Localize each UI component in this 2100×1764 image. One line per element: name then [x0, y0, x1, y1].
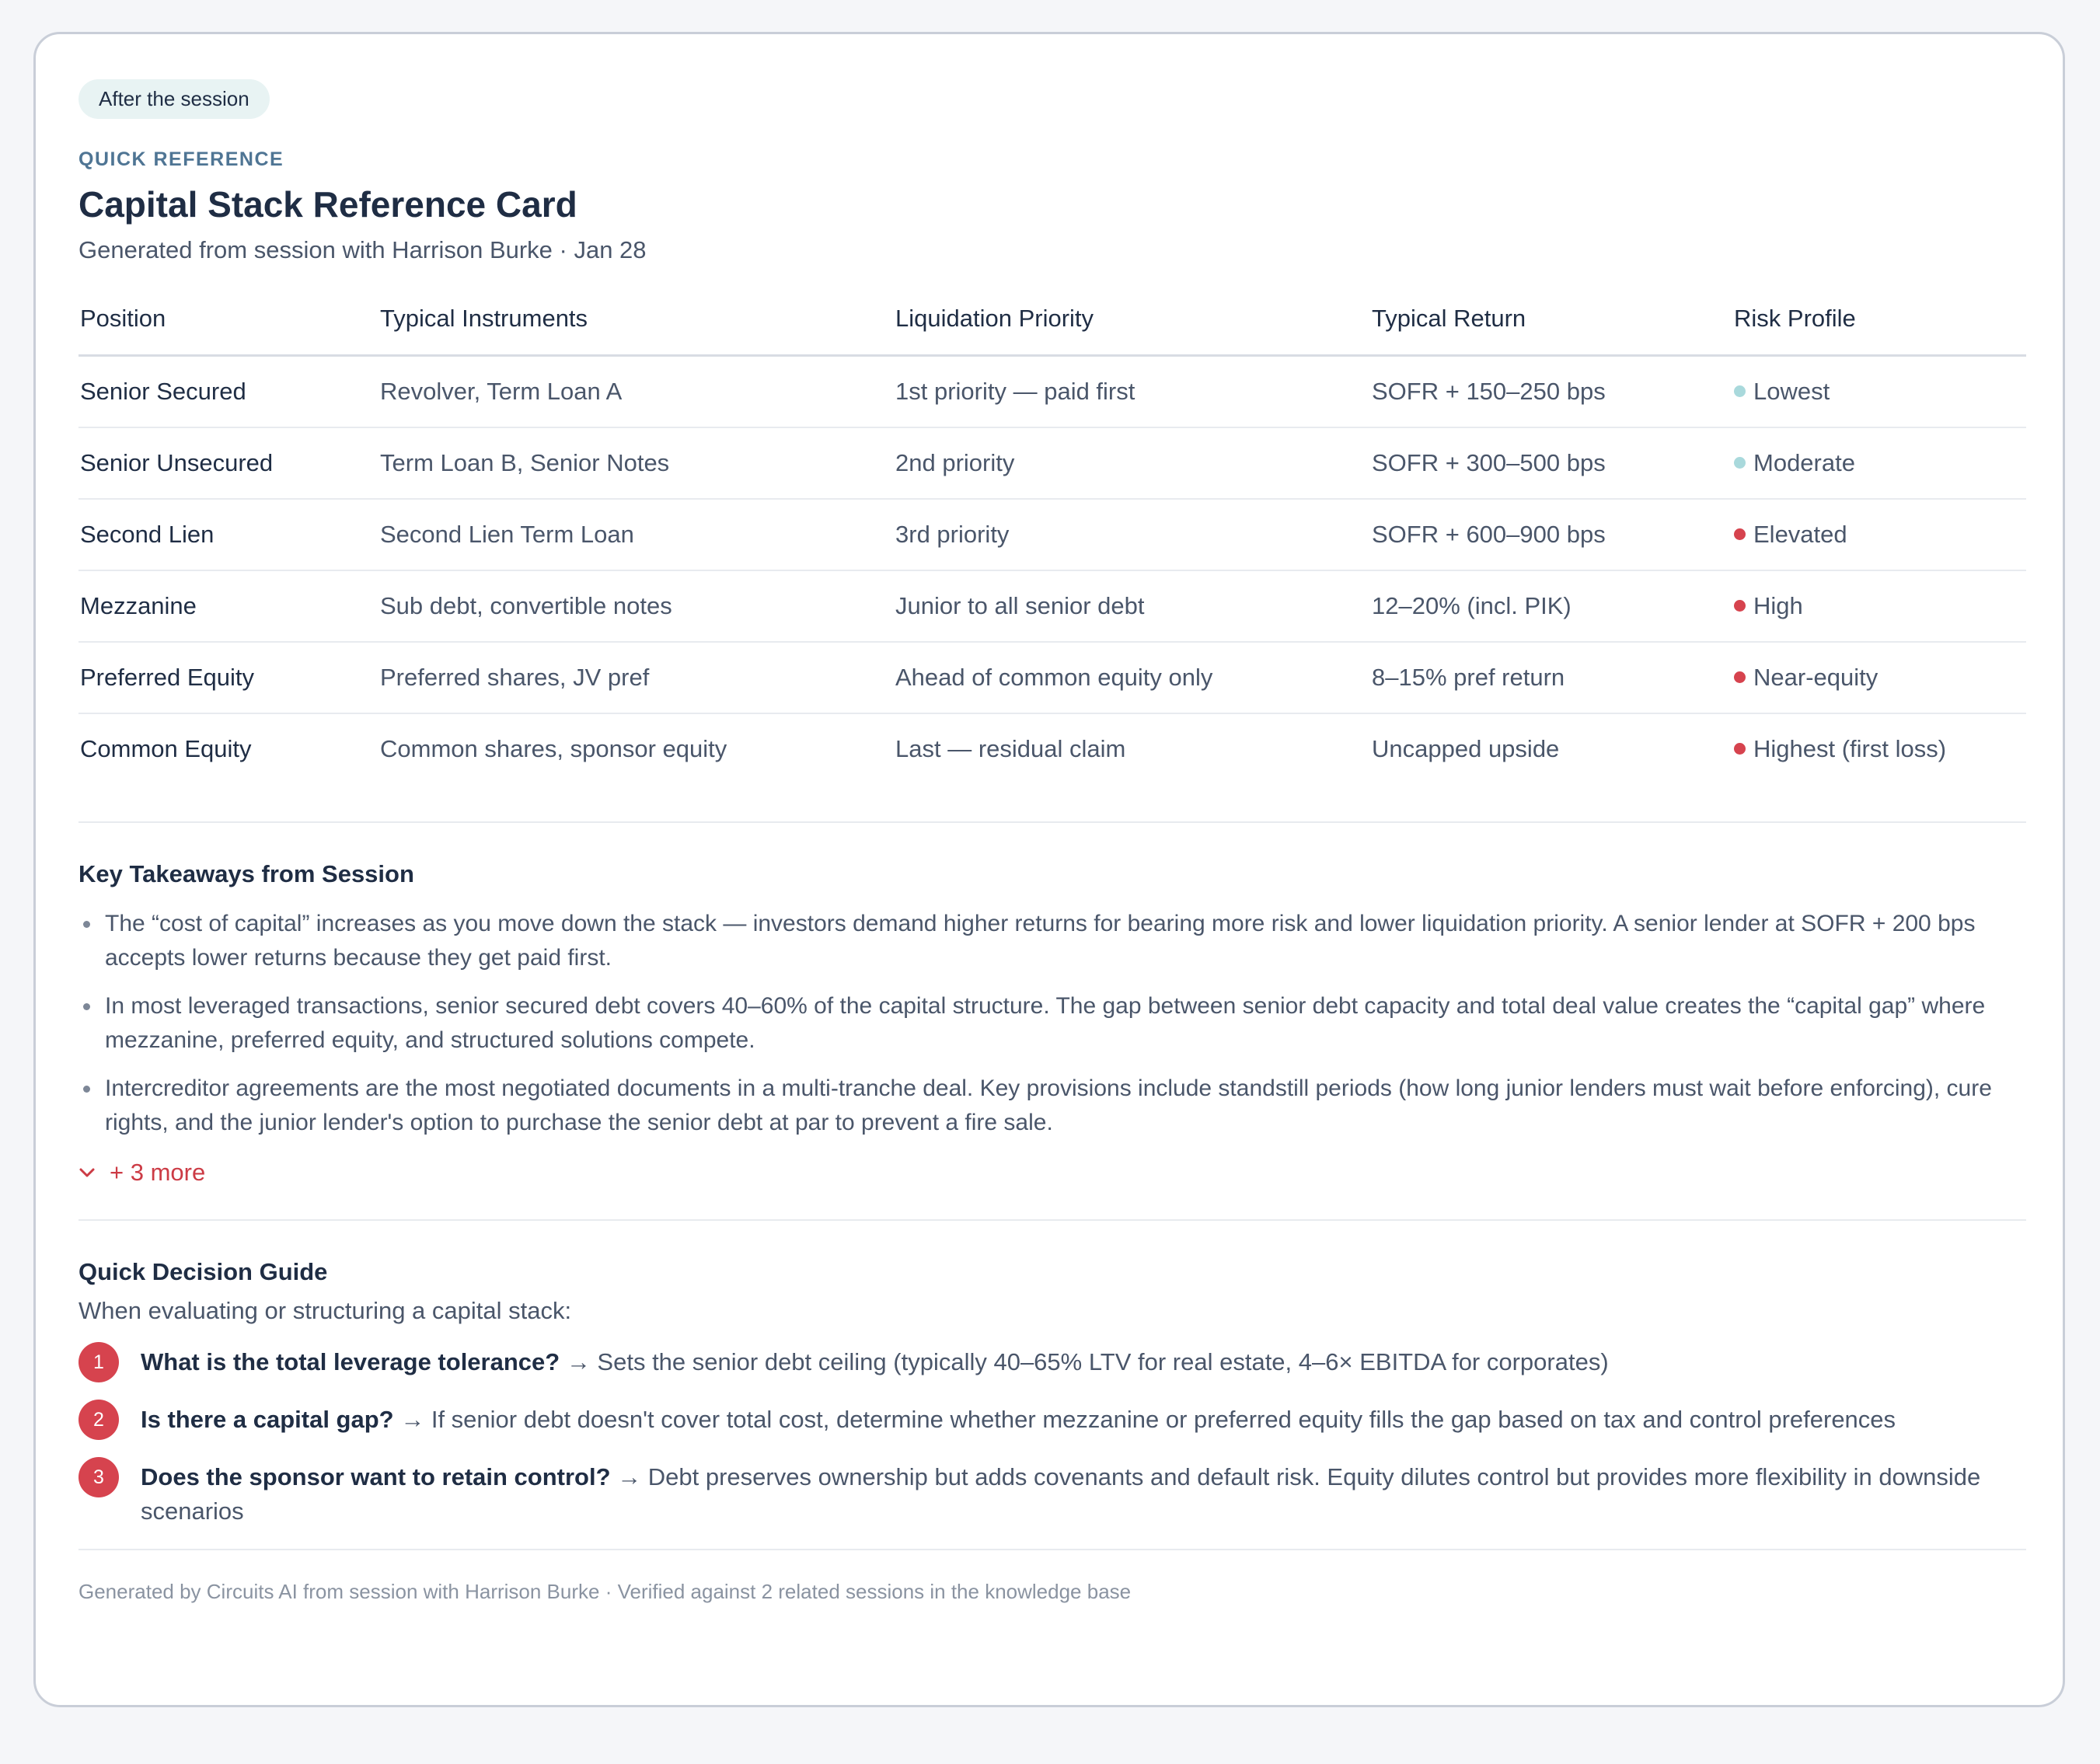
- risk-dot-icon: [1734, 457, 1746, 469]
- reference-card: [33, 32, 2065, 1707]
- takeaways-list: [78, 907, 2026, 1140]
- cell-priority: Ahead of common equity only: [894, 642, 1370, 713]
- cell-position: Preferred Equity: [78, 642, 378, 713]
- risk-label: High: [1753, 592, 1803, 619]
- session-badge: After the session: [78, 79, 270, 119]
- col-header-risk: Risk Profile: [1732, 305, 2026, 356]
- page-title: Capital Stack Reference Card: [78, 184, 577, 225]
- guide-title: Quick Decision Guide: [78, 1258, 328, 1285]
- table-row: [78, 427, 2026, 499]
- cell-position: Mezzanine: [78, 570, 378, 642]
- risk-label: Elevated: [1753, 521, 1847, 548]
- cell-risk: [1732, 427, 2026, 499]
- section-divider: [78, 1219, 2026, 1221]
- risk-label: Lowest: [1753, 378, 1830, 405]
- takeaways-section: [78, 860, 2026, 1187]
- risk-dot-icon: [1734, 600, 1746, 612]
- show-more-label: + 3 more: [110, 1159, 206, 1186]
- step-number-badge: 3: [78, 1457, 119, 1497]
- section-divider: [78, 821, 2026, 823]
- takeaway-text: The “cost of capital” increases as you move down the stack — investors demand higher returns for bearing more risk and lower liquidation priority. A senior lender at SOFR + 200 bps accepts lower returns because they get paid first.: [105, 911, 1976, 971]
- guide-intro: When evaluating or structuring a capital stack:: [78, 1297, 572, 1324]
- step-number-badge: 2: [78, 1400, 119, 1440]
- risk-dot-icon: [1734, 385, 1746, 397]
- risk-label: Near-equity: [1753, 664, 1878, 691]
- step-question: Is there a capital gap?: [141, 1406, 394, 1433]
- cell-risk: [1732, 570, 2026, 642]
- table-header-row: [78, 305, 2026, 356]
- list-item: [78, 989, 2026, 1058]
- col-header-instruments: Typical Instruments: [378, 305, 894, 356]
- cell-position: Senior Unsecured: [78, 427, 378, 499]
- cell-instruments: Common shares, sponsor equity: [380, 735, 727, 762]
- cell-instruments: Second Lien Term Loan: [378, 499, 894, 570]
- risk-dot-icon: [1734, 743, 1746, 755]
- step-number-badge: 1: [78, 1342, 119, 1382]
- bullet-icon: [83, 921, 90, 928]
- col-header-priority: Liquidation Priority: [894, 305, 1370, 356]
- section-divider: [78, 1549, 2026, 1550]
- cell-position: Senior Secured: [78, 356, 378, 428]
- step-answer: → Sets the senior debt ceiling (typically 40–65% LTV for real estate, 4–6× EBITDA for corporates): [560, 1348, 1609, 1375]
- cell-return: 8–15% pref return: [1370, 642, 1732, 713]
- cell-priority: 3rd priority: [894, 499, 1370, 570]
- cell-priority: Last — residual claim: [895, 735, 1126, 762]
- cell-position: Common Equity: [80, 735, 252, 762]
- step-answer: → If senior debt doesn't cover total cost, determine whether mezzanine or preferred equity fills the gap based on tax and control preferences: [393, 1406, 1896, 1433]
- cell-instruments: Revolver, Term Loan A: [378, 356, 894, 428]
- cell-risk: [1732, 713, 2026, 784]
- cell-return: 12–20% (incl. PIK): [1370, 570, 1732, 642]
- cell-instruments: Preferred shares, JV pref: [378, 642, 894, 713]
- col-header-return: Typical Return: [1370, 305, 1732, 356]
- cell-position: Second Lien: [78, 499, 378, 570]
- cell-risk: [1732, 356, 2026, 428]
- takeaway-text: Intercreditor agreements are the most negotiated documents in a multi-tranche deal. Key provisions include standstill periods (how long junior lenders must wait before enforcing), cure rights, and the junior lender's option to purchase the senior debt at par to prevent a fire sale.: [105, 1075, 1992, 1135]
- cell-instruments: Sub debt, convertible notes: [378, 570, 894, 642]
- takeaways-title: Key Takeaways from Session: [78, 860, 414, 887]
- risk-label: Highest (first loss): [1753, 735, 1947, 762]
- cell-instruments: Term Loan B, Senior Notes: [378, 427, 894, 499]
- table-row: [78, 499, 2026, 570]
- show-more-button[interactable]: [78, 1159, 205, 1187]
- cell-priority: Junior to all senior debt: [894, 570, 1370, 642]
- cell-risk: [1732, 499, 2026, 570]
- eyebrow-label: QUICK REFERENCE: [78, 148, 284, 170]
- table-row: [78, 642, 2026, 713]
- step-question: Does the sponsor want to retain control?: [141, 1463, 611, 1490]
- step-question: What is the total leverage tolerance?: [141, 1348, 560, 1375]
- bullet-icon: [83, 1086, 90, 1093]
- risk-label: Moderate: [1753, 449, 1855, 476]
- table-row: [78, 570, 2026, 642]
- list-item: [78, 907, 2026, 975]
- cell-return: Uncapped upside: [1372, 735, 1560, 762]
- cell-return: SOFR + 300–500 bps: [1370, 427, 1732, 499]
- table-row: [78, 713, 2026, 784]
- card-content: [78, 79, 2026, 1604]
- list-item: [78, 1345, 2026, 1382]
- step-text: [141, 1403, 2022, 1437]
- risk-dot-icon: [1734, 671, 1746, 683]
- page-subtitle: Generated from session with Harrison Burke · Jan 28: [78, 236, 647, 263]
- list-item: [78, 1403, 2026, 1440]
- cell-priority: 2nd priority: [894, 427, 1370, 499]
- decision-guide-section: [78, 1258, 2026, 1529]
- takeaway-text: In most leveraged transactions, senior secured debt covers 40–60% of the capital structure. The gap between senior debt capacity and total deal value creates the “capital gap” where mezzanine, preferred equity, and structured solutions compete.: [105, 993, 1986, 1053]
- risk-dot-icon: [1734, 528, 1746, 540]
- list-item: [78, 1072, 2026, 1140]
- bullet-icon: [83, 1003, 90, 1010]
- cell-return: SOFR + 150–250 bps: [1370, 356, 1732, 428]
- cell-priority: 1st priority — paid first: [894, 356, 1370, 428]
- list-item: [78, 1460, 2026, 1529]
- table-row: [78, 356, 2026, 428]
- col-header-position: Position: [78, 305, 378, 356]
- step-text: [141, 1345, 2022, 1379]
- cell-risk: [1732, 642, 2026, 713]
- chevron-down-icon: [78, 1167, 96, 1178]
- footer-note: Generated by Circuits AI from session with Harrison Burke · Verified against 2 related sessions in the knowledge base: [78, 1580, 1132, 1603]
- cell-return: SOFR + 600–900 bps: [1370, 499, 1732, 570]
- capital-stack-table: [78, 305, 2026, 784]
- guide-steps: [78, 1345, 2026, 1529]
- step-answer: → Debt preserves ownership but adds covenants and default risk. Equity dilutes control but provides more flexibility in downside scenarios: [141, 1463, 1981, 1525]
- step-text: [141, 1460, 2022, 1529]
